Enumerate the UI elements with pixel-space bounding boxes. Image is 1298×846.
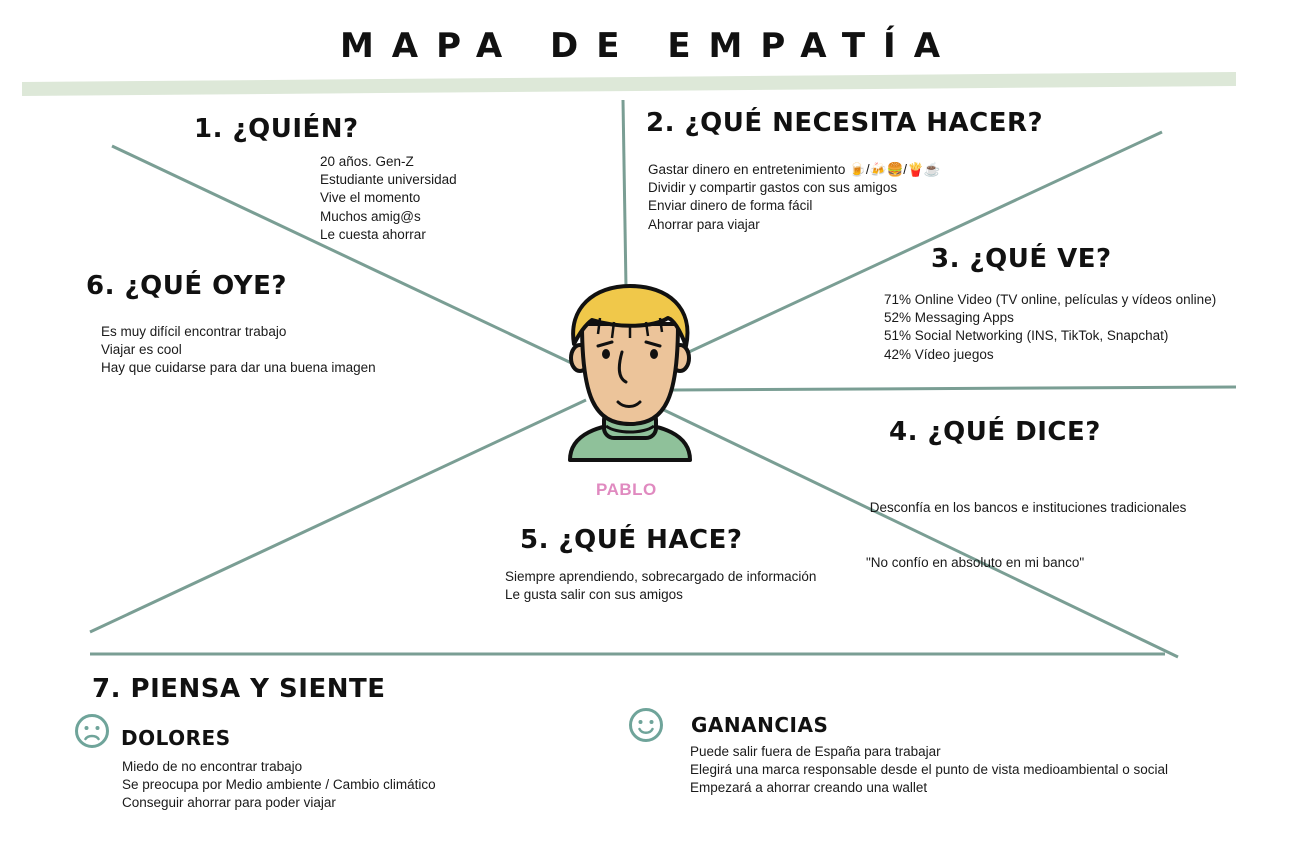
divider-line-ve [672,387,1236,390]
list-item: Le gusta salir con sus amigos [505,587,683,603]
dolores-list [122,758,436,813]
list-item: Es muy difícil encontrar trabajo [101,324,287,339]
list-item: Le cuesta ahorrar [320,226,426,242]
section-heading-piensa: 7. PIENSA Y SIENTE [92,674,386,704]
list-item: Hay que cuidarse para dar una buena imagen [101,360,376,376]
list-item: Estudiante universidad [320,172,457,188]
list-item: Elegirá una marca responsable desde el punto de vista medioambiental o social [690,762,1169,778]
list-item: 42% Vídeo juegos [884,346,994,362]
list-item: "No confío en absoluto en mi banco" [866,555,1085,571]
list-item: Miedo de no encontrar trabajo [122,759,303,774]
section-heading-oye: 6. ¿QUÉ OYE? [86,271,287,301]
divider-line-top [623,100,626,288]
section-heading-hace: 5. ¿QUÉ HACE? [520,525,743,555]
list-item: Gastar dinero en entretenimiento 🍺/🍻🍔/🍟☕ [648,162,941,177]
list-item: Desconfía en los bancos e instituciones tradicionales [866,500,1187,516]
happy-face-icon [628,707,664,743]
page-title: MAPA DE EMPATÍA [339,26,959,66]
list-item: Dividir y compartir gastos con sus amigos [648,180,898,196]
section-list-hace [505,568,816,604]
section-list-quien [320,153,457,244]
list-item: 51% Social Networking (INS, TikTok, Snapchat) [884,328,1169,344]
persona-avatar [560,284,700,480]
section-list-dice [866,463,1186,590]
section-heading-dice: 4. ¿QUÉ DICE? [889,417,1101,447]
sad-face-icon [74,713,110,749]
list-item: Conseguir ahorrar para poder viajar [122,795,336,811]
list-item: Se preocupa por Medio ambiente / Cambio climático [122,777,436,793]
persona-name: PABLO [596,480,657,499]
list-item: Empezará a ahorrar creando una wallet [690,780,928,796]
list-item: 20 años. Gen-Z [320,154,414,169]
list-item: Ahorrar para viajar [648,216,760,232]
list-item: Siempre aprendiendo, sobrecargado de información [505,569,817,584]
list-item: Muchos amig@s [320,208,421,224]
section-list-oye [101,323,376,378]
section-list-ve [884,291,1216,364]
section-heading-ve: 3. ¿QUÉ VE? [931,244,1112,274]
dolores-heading: DOLORES [121,726,231,750]
list-item: Puede salir fuera de España para trabajar [690,744,941,759]
title-band [22,72,1236,96]
list-item: Viajar es cool [101,342,182,358]
list-item: Enviar dinero de forma fácil [648,198,813,214]
section-heading-quien: 1. ¿QUIÉN? [194,114,359,144]
list-item: Vive el momento [320,190,421,206]
ganancias-heading: GANANCIAS [691,713,829,737]
section-heading-necesita: 2. ¿QUÉ NECESITA HACER? [646,108,1044,138]
ganancias-list [690,743,1168,798]
section-list-necesita [648,161,941,234]
list-item: 52% Messaging Apps [884,310,1014,326]
list-item: 71% Online Video (TV online, películas y vídeos online) [884,292,1217,307]
